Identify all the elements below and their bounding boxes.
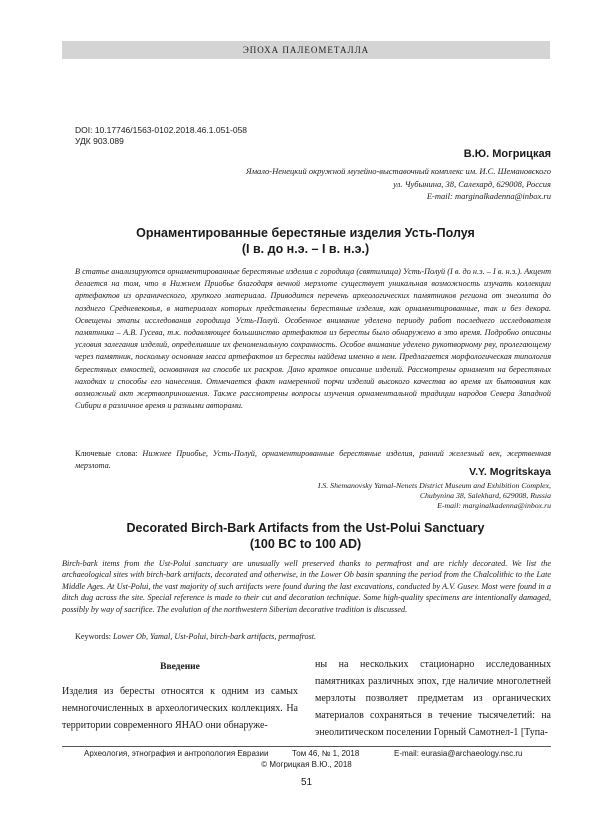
keywords-label: Ключевые слова: [75,449,138,458]
title-en [60,520,551,552]
keywords-en [75,631,551,642]
affiliation-line: ул. Чубынина, 38, Салехард, 629008, Россия [393,178,551,189]
intro-heading: Введение [160,662,200,672]
title-line: (I в. до н.э. – I в. н.э.) [241,242,370,256]
copyright: © Могрицкая В.Ю., 2018 [261,760,352,769]
body-column-left [62,661,298,734]
author-en: V.Y. Mogritskaya [469,466,551,478]
journal-email[interactable]: E-mail: eurasia@archaeology.nsc.ru [394,749,523,758]
affiliation-line: I.S. Shemanovsky Yamal-Nenets District Museum and Exhibition Complex, [317,481,551,490]
author-ru: В.Ю. Могрицкая [463,148,551,160]
keywords-text: Lower Ob, Yamal, Ust-Polui, birch-bark artifacts, permafrost. [112,632,317,641]
abstract-en: Birch-bark items from the Ust-Polui sanctuary are unusually well preserved thanks to permafrost and are richly decorated. We list the archaeological sites with birch-bark artifacts, decorated and otherwise, in the Lower Ob basin spanning the period from the Chalcolithic to the Late Middle Ages. At Ust-Polui, the vast majority of such artifacts were found during the last excavations, conducted by A.V. Gusev. Most were found in a ditch dug across the site. Special reference is made to their cut and decoration technique. Some high-quality specimens are intentionally damaged, possibly by way of sacrifice. The evolution of the northwestern Siberian decorative tradition is discussed. [62,559,551,614]
abstract-ru: В статье анализируются орнаментированные берестяные изделия с городища (святилища) Усть-Полуй (I в. до н.э. – I в. н.э.). Акцент делается на том, что в Нижнем Приобье благодаря вечной мерзлоте существует уникальная возможность изучать коллекции артефактов из органического, хрупкого материала. Приводится перечень археологических памятников региона от энеолита до позднего Средневековья, в материалах которых представлены берестяные изделия, как орнаментированные, так и без декора. Освещены этапы исследования городища Усть-Полуй. Особенное внимание уделено периоду работ последнего исследователя памятника – А.В. Гусева, т.к. подавляющее большинство артефактов из бересты было обнаружено в это время. Подробно описаны условия залегания изделий, определившие их феноменальную сохранность. Особое внимание уделено рукотворному рву, пролегающему через памятник, поскольку основная масса артефактов из бересты найдена именно в нем. Предлагается морфологическая типология берестяных емкостей, основанная на способе их раскроя. Дано краткое описание изделий. Рассмотрены орнамент на берестяных находках и способы его нанесения. Отмечается факт намеренной порчи изделий высокого качества во время их бытования как возможный акт жертвоприношения. Также рассмотрены вопросы изучения орнаментальной традиции народов Севера Западной Сибири в различное время и разными авторами. [75,267,551,411]
section-title: ЭПОХА ПАЛЕОМЕТАЛЛА [242,45,370,55]
journal-issue: Том 46, № 1, 2018 [292,749,360,758]
body-paragraph: Изделия из бересты относятся к одним из самых немногочисленных в археологических коллекциях. На территории современного ЯНАО они обнаруже- [62,686,298,731]
footer-divider [62,746,551,747]
affiliation-email[interactable]: E-mail: marginalkadenna@inbox.ru [426,191,551,201]
keywords-text: Нижнее Приобье, Усть-Полуй, орнаментированные берестяные изделия, ранний железный век, жертвенная мерзлота. [75,449,551,471]
journal-name: Археология, этнография и антропология Евразии [84,749,269,758]
section-header-band [62,41,550,59]
affiliation-en [221,481,551,512]
affiliation-line: Chubynina 38, Salekhard, 629008, Russia [419,491,551,501]
affiliation-ru [171,165,551,203]
body-column-right [315,656,551,741]
udk: УДК 903.089 [75,136,124,146]
page-number: 51 [300,777,313,788]
title-line: (100 BC to 100 AD) [249,537,362,551]
affiliation-line: Ямало-Ненецкий окружной музейно-выставочный комплекс им. И.С. Шемановского [245,166,551,176]
body-paragraph: ны на нескольких стационарно исследованных памятниках различных эпох, где наличие многолетней мерзлоты позволяет предметам из органических материалов сохраняться в течение тысячелетий: на энеолитическом поселении Горный Самотнел-1 [Тупа- [315,659,551,738]
title-line: Орнаментированные берестяные изделия Усть-Полуя [136,226,475,240]
keywords-label: Keywords: [75,632,111,641]
affiliation-email[interactable]: E-mail: marginalkadenna@inbox.ru [437,501,551,511]
article-meta [75,125,247,147]
title-line: Decorated Birch-Bark Artifacts from the Ust-Polui Sanctuary [126,521,485,535]
doi[interactable]: DOI: 10.17746/1563-0102.2018.46.1.051-058 [75,125,248,135]
title-ru [60,225,551,257]
